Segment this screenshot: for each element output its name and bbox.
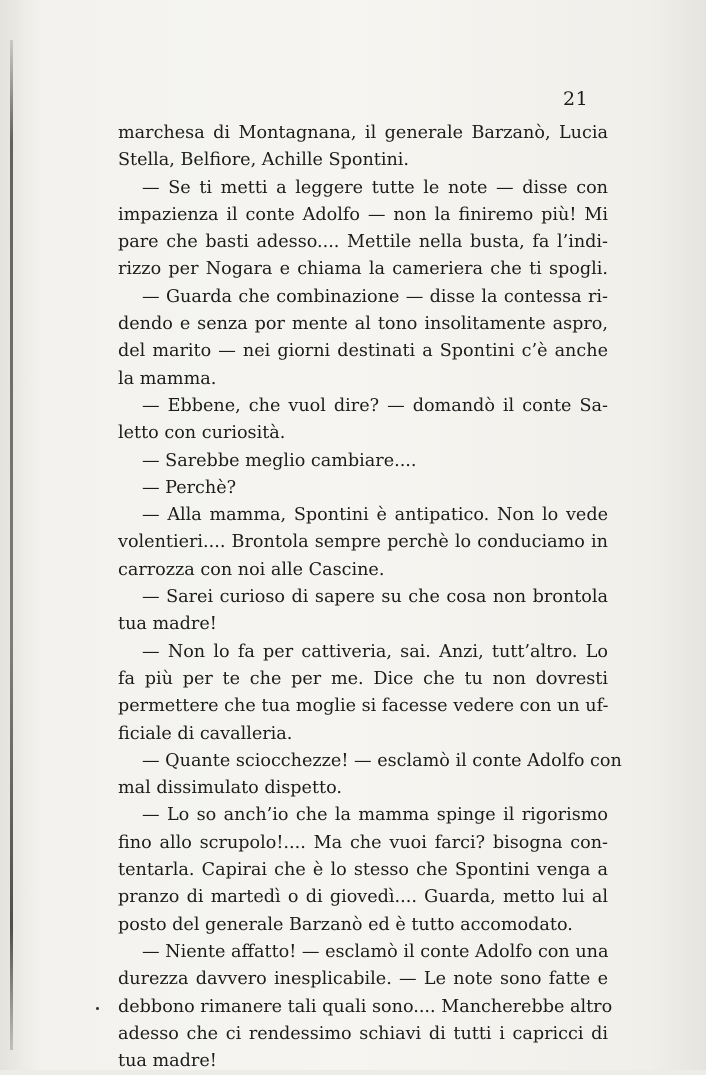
binding-edge bbox=[10, 40, 13, 1050]
text-line: del marito — nei giorni destinati a Spontini c’è anche bbox=[118, 341, 608, 362]
text-line: volentieri.... Brontola sempre perchè lo conduciamo in bbox=[118, 532, 608, 553]
text-line: tua madre! bbox=[118, 614, 217, 635]
text-line: fa più per te che per me. Dice che tu non dovresti bbox=[118, 668, 608, 689]
text-line: letto con curiosità. bbox=[118, 423, 286, 444]
text-line: — Alla mamma, Spontini è antipatico. Non lo vede bbox=[142, 505, 608, 526]
text-line: — Guarda che combinazione — disse la contessa ri- bbox=[142, 286, 608, 307]
text-line: pare che basti adesso.... Mettile nella busta, fa l’indi- bbox=[118, 232, 608, 253]
text-line: impazienza il conte Adolfo — non la finiremo più! Mi bbox=[118, 204, 608, 225]
text-line: — Sarebbe meglio cambiare.... bbox=[142, 450, 417, 471]
text-line: Stella, Belfiore, Achille Spontini. bbox=[118, 150, 410, 171]
text-line: pranzo di martedì o di giovedì.... Guarda, metto lui al bbox=[118, 887, 608, 908]
ink-speck bbox=[96, 1007, 99, 1010]
text-line: — Niente affatto! — esclamò il conte Adolfo con una bbox=[142, 941, 609, 962]
text-line: fino allo scrupolo!.... Ma che vuoi farci? bisogna con- bbox=[118, 832, 608, 853]
text-line: — Ebbene, che vuol dire? — domandò il conte Sa- bbox=[142, 395, 608, 416]
text-line: mal dissimulato dispetto. bbox=[118, 778, 342, 799]
text-line: dendo e senza por mente al tono insolitamente aspro, bbox=[118, 314, 608, 335]
text-line: la mamma. bbox=[118, 368, 217, 389]
text-line: — Se ti metti a leggere tutte le note — disse con bbox=[142, 177, 608, 198]
text-line: posto del generale Barzanò ed è tutto accomodato. bbox=[118, 914, 573, 935]
text-line: — Sarei curioso di sapere su che cosa non brontola bbox=[142, 587, 608, 608]
text-line: durezza davvero inesplicabile. — Le note sono fatte e bbox=[118, 969, 608, 990]
text-line: rizzo per Nogara e chiama la cameriera che ti spogli. bbox=[118, 259, 608, 280]
text-line: tua madre! bbox=[118, 1051, 217, 1072]
text-line: tentarla. Capirai che è lo stesso che Spontini venga a bbox=[118, 860, 608, 881]
text-line: ficiale di cavalleria. bbox=[118, 723, 293, 744]
text-line: — Non lo fa per cattiveria, sai. Anzi, tutt’altro. Lo bbox=[142, 641, 608, 662]
text-line: carrozza con noi alle Cascine. bbox=[118, 559, 385, 580]
text-line: — Quante sciocchezze! — esclamò il conte Adolfo con bbox=[142, 750, 622, 771]
body-text bbox=[118, 120, 622, 1075]
text-line: — Perchè? bbox=[142, 477, 237, 498]
page-number: 21 bbox=[563, 88, 589, 110]
text-line: marchesa di Montagnana, il generale Barzanò, Lucia bbox=[118, 123, 608, 143]
text-line: adesso che ci rendessimo schiavi di tutti i capricci di bbox=[118, 1023, 608, 1044]
text-line: — Lo so anch’io che la mamma spinge il rigorismo bbox=[142, 805, 608, 826]
text-line: debbono rimanere tali quali sono.... Mancherebbe altro bbox=[118, 996, 613, 1017]
text-line: permettere che tua moglie si facesse vedere con un uf- bbox=[118, 696, 609, 717]
